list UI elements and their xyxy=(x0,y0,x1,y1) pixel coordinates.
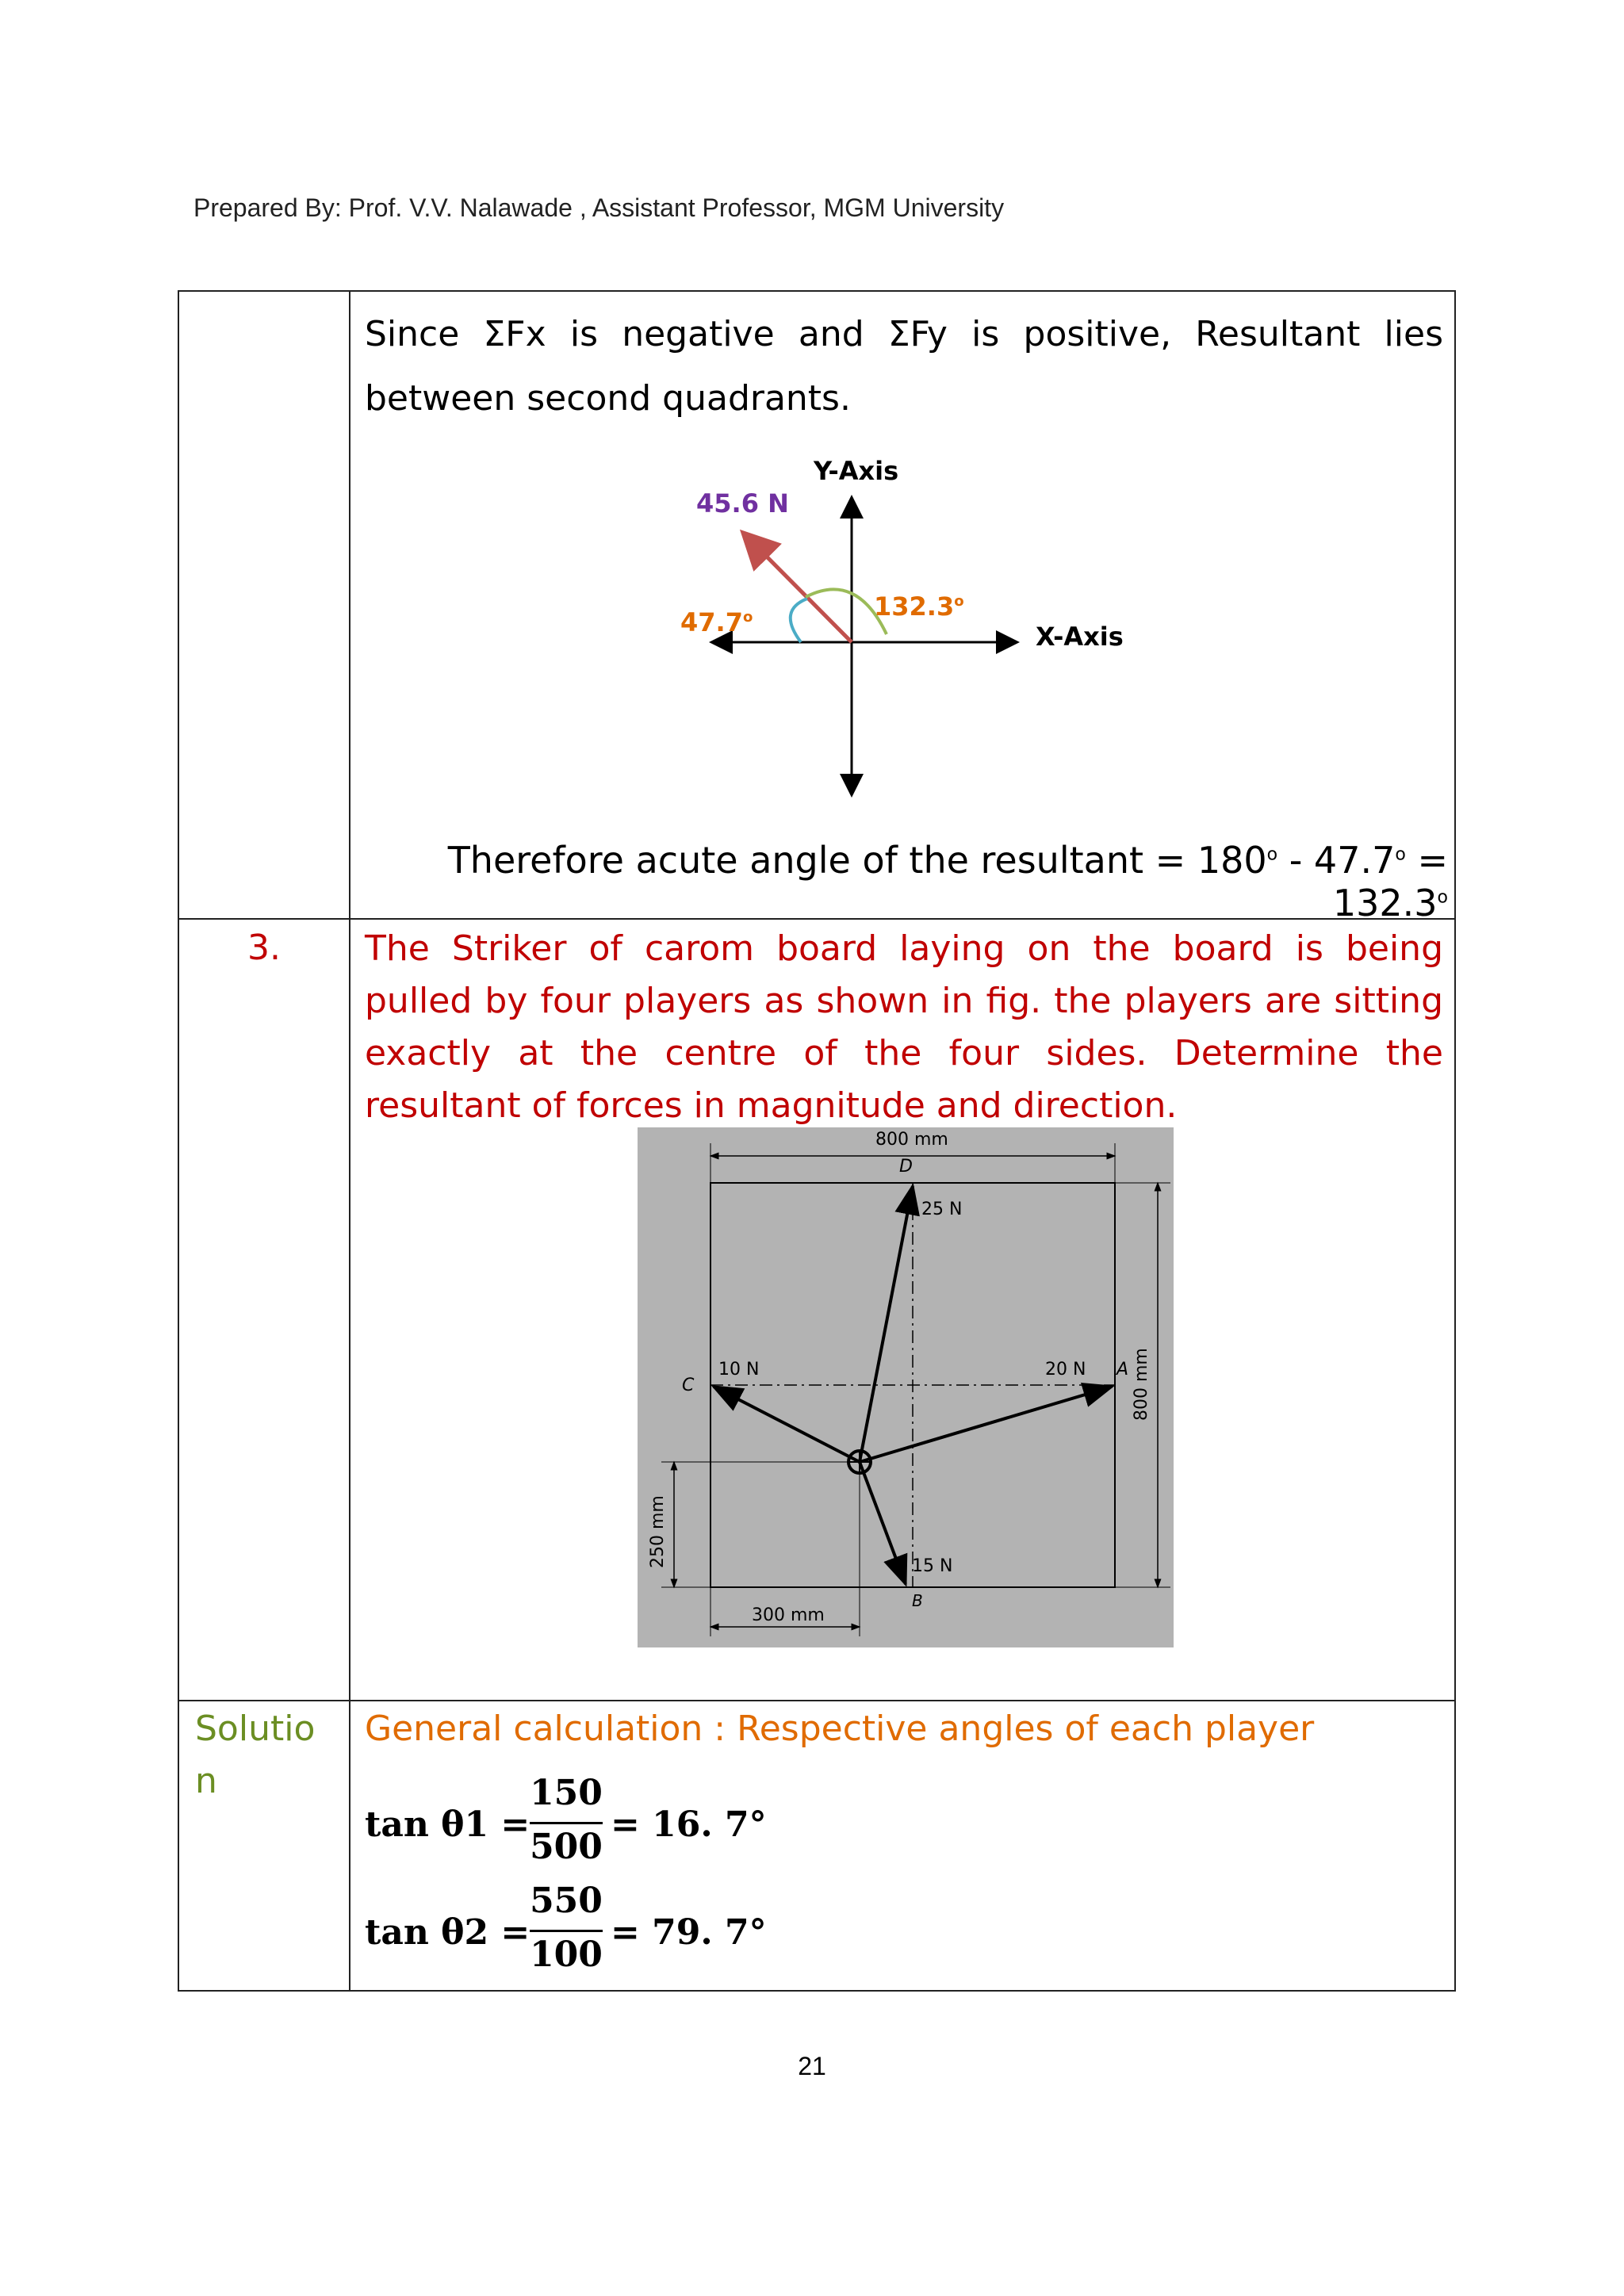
table-row-divider-2 xyxy=(178,1700,1456,1701)
point-D-label: D xyxy=(899,1157,913,1177)
problem-line-1: The Striker of carom board laying on the board is being xyxy=(365,928,1443,969)
point-B-label: B xyxy=(912,1591,923,1610)
resultant-diagram xyxy=(666,452,1174,809)
equation-2-rhs: = 79. 7° xyxy=(611,1912,767,1953)
angle-label-132: 132.3$^o$ xyxy=(874,591,964,622)
angle-arc-1 xyxy=(791,599,807,642)
force-D-label: 25 N xyxy=(921,1200,963,1219)
point-A-label: A xyxy=(1116,1360,1129,1380)
x-axis-label: X-Axis xyxy=(1036,622,1124,652)
equation-1-numerator: 150 xyxy=(530,1773,603,1813)
equation-1-fraction-bar xyxy=(530,1822,603,1824)
solution-label: Solutio n xyxy=(195,1709,316,1801)
resultant-angle-conclusion: Therefore acute angle of the resultant = $180^o - 47.7^o = 132.3^o$ xyxy=(447,839,1448,924)
force-A-label: 20 N xyxy=(1045,1360,1086,1380)
table-column-divider xyxy=(349,290,350,1992)
page-header: Prepared By: Prof. V.V. Nalawade , Assistant Professor, MGM University xyxy=(193,193,1005,222)
y-axis-label: Y-Axis xyxy=(814,456,899,486)
force-B-label: 15 N xyxy=(912,1556,953,1576)
problem-line-2: pulled by four players as shown in fig. the players are sitting xyxy=(365,981,1443,1021)
resultant-magnitude-label: 45.6 N xyxy=(696,488,789,519)
equation-2-numerator: 550 xyxy=(530,1881,603,1921)
equation-2-lhs: tan θ2 = xyxy=(365,1912,530,1953)
solution-heading: General calculation : Respective angles of each player xyxy=(365,1709,1315,1749)
equation-1-rhs: = 16. 7° xyxy=(611,1804,767,1845)
equation-1-denominator: 500 xyxy=(530,1827,603,1867)
point-C-label: C xyxy=(682,1376,695,1395)
force-C-label: 10 N xyxy=(718,1360,760,1380)
problem-line-4: resultant of forces in magnitude and direction. xyxy=(365,1085,1178,1126)
page-number: 21 xyxy=(798,2052,826,2080)
left-dimension-label: 250 mm xyxy=(648,1495,668,1568)
equation-2-fraction-bar xyxy=(530,1930,603,1932)
top-dimension-label: 800 mm xyxy=(875,1130,948,1150)
quadrant-statement: Since ΣFx is negative and ΣFy is positive, Resultant lies xyxy=(365,314,1443,354)
equation-1-lhs: tan θ1 = xyxy=(365,1804,530,1845)
bottom-dimension-label: 300 mm xyxy=(752,1605,825,1625)
quadrant-statement-line2: between second quadrants. xyxy=(365,378,851,419)
problem-line-3: exactly at the centre of the four sides. Determine the xyxy=(365,1033,1443,1073)
carom-board-figure xyxy=(638,1127,1174,1647)
right-dimension-label: 800 mm xyxy=(1132,1348,1151,1421)
equation-2-denominator: 100 xyxy=(530,1934,603,1975)
angle-label-47: 47.7$^o$ xyxy=(680,607,753,637)
problem-number: 3. xyxy=(247,928,281,968)
